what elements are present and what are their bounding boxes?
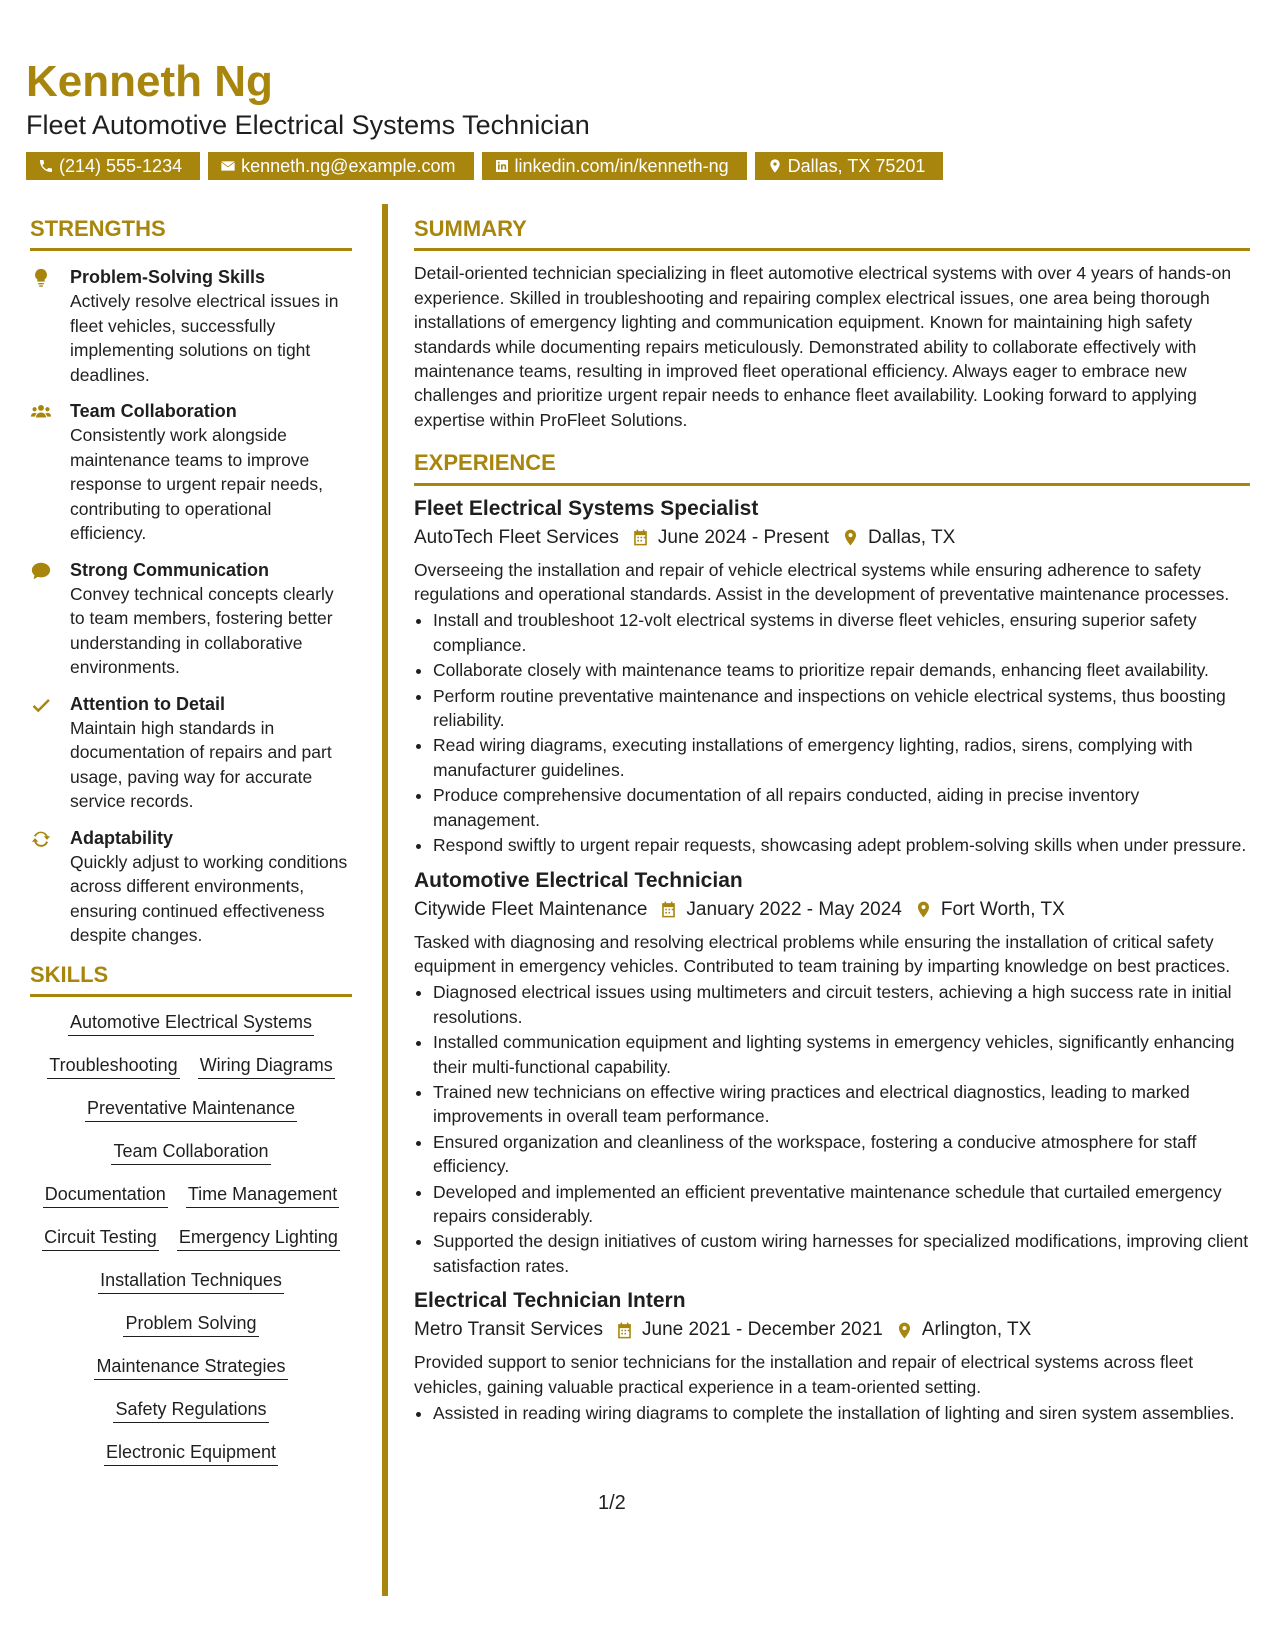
job-bullet: • Assisted in reading wiring diagrams to complete the installation of lighting and siren system assemblies. [433, 1401, 1250, 1425]
strength-desc: Maintain high standards in documentation of repairs and part usage, paving way for accurate service records. [70, 717, 332, 812]
envelope-icon [220, 158, 236, 174]
calendar-icon [615, 1321, 634, 1340]
job-bullets [414, 980, 1250, 1278]
job-title: Fleet Electrical Systems Specialist [414, 496, 759, 520]
linkedin-icon [494, 158, 510, 174]
lightbulb-icon [30, 267, 52, 289]
job-description: Overseeing the installation and repair of vehicle electrical systems while ensuring adherence to safety regulations and operational standards. Assist in the development of preventative maintenance processes. [414, 559, 1230, 605]
skill-tag: Electronic Equipment [104, 1439, 278, 1466]
strength-item [30, 692, 352, 814]
summary-text: Detail-oriented technician specializing in fleet automotive electrical systems with over 4 years of hands-on experience. Skilled in troubleshooting and repairing complex electrical issues, one area being thorough installations of emergency lighting and communication equipment. Known for maintaining high safety standards while documenting repairs meticulously. Demonstrated ability to collaborate effectively with maintenance teams, resulting in improved fleet operational efficiency. Always eager to embrace new challenges and prioritize urgent repair needs to enhance fleet availability. Looking forward to applying expertise within ProFleet Solutions. [414, 263, 1232, 430]
skill-tag: Automotive Electrical Systems [68, 1009, 314, 1036]
strength-desc: Quickly adjust to working conditions across different environments, ensuring continued effectiveness despite changes. [70, 851, 348, 946]
job-location: Fort Worth, TX [940, 898, 1065, 920]
strength-item [30, 558, 352, 680]
skill-tag: Maintenance Strategies [94, 1353, 287, 1380]
strength-desc: Consistently work alongside maintenance teams to improve response to urgent repair needs, contributing to operational efficiency. [70, 425, 323, 544]
location-pin-icon [895, 1321, 914, 1340]
skills-list [30, 1009, 352, 1482]
skill-tag: Problem Solving [123, 1310, 258, 1337]
job-dates: June 2024 - Present [657, 526, 829, 548]
job-company: Metro Transit Services [414, 1319, 603, 1341]
skill-tag: Team Collaboration [111, 1138, 270, 1165]
strength-title: Adaptability [70, 827, 174, 848]
skill-tag: Troubleshooting [47, 1052, 179, 1079]
users-icon [30, 401, 52, 423]
job-description: Tasked with diagnosing and resolving electrical problems while ensuring the installation of critical safety equipment in emergency vehicles. Contributed to team training by imparting knowledge on best practices. [414, 931, 1231, 976]
job-dates: June 2021 - December 2021 [642, 1319, 883, 1341]
candidate-name: Kenneth Ng [26, 57, 273, 106]
contact-email[interactable] [208, 152, 473, 180]
skill-tag: Wiring Diagrams [198, 1052, 335, 1079]
job-bullet: • Produce comprehensive documentation of all repairs conducted, aiding in precise inventory management. [433, 783, 1250, 832]
job-bullet: • Read wiring diagrams, executing installations of emergency lighting, radios, sirens, complying with manufacturer guidelines. [433, 733, 1250, 782]
job-entry [414, 1288, 1250, 1425]
job-bullets [414, 1401, 1250, 1425]
skill-tag: Installation Techniques [98, 1267, 284, 1294]
job-entry [414, 496, 1250, 858]
job-dates: January 2022 - May 2024 [686, 898, 902, 920]
job-bullet: • Ensured organization and cleanliness of the workspace, fostering a conducive atmosphere for staff efficiency. [433, 1130, 1250, 1179]
job-bullet: • Respond swiftly to urgent repair requests, showcasing adept problem-solving skills when under pressure. [433, 833, 1250, 857]
skill-tag: Emergency Lighting [177, 1224, 340, 1251]
job-meta [414, 524, 1250, 552]
strength-desc: Convey technical concepts clearly to team members, fostering better understanding in collaborative environments. [70, 583, 334, 678]
skill-tag: Safety Regulations [113, 1396, 268, 1423]
contact-linkedin[interactable] [482, 152, 747, 180]
job-bullet: • Collaborate closely with maintenance teams to prioritize repair demands, enhancing fleet availability. [433, 658, 1250, 682]
strength-title: Strong Communication [70, 559, 269, 580]
strength-title: Team Collaboration [70, 401, 237, 422]
job-bullet: • Supported the design initiatives of custom wiring harnesses for specialized modifications, improving client satisfaction rates. [433, 1229, 1250, 1278]
job-description: Provided support to senior technicians for the installation and repair of electrical systems across fleet vehicles, gaining valuable practical experience in a team-oriented setting. [414, 1352, 1194, 1397]
skill-tag: Preventative Maintenance [85, 1095, 297, 1122]
experience-heading: EXPERIENCE [414, 450, 1250, 485]
contact-location [755, 152, 944, 180]
job-bullet: • Trained new technicians on effective wiring practices and electrical diagnostics, leading to marked improvements in overall team performance. [433, 1080, 1250, 1129]
checkmark-icon [30, 694, 52, 716]
comment-icon [30, 560, 52, 582]
job-company: AutoTech Fleet Services [414, 526, 619, 548]
job-bullets [414, 608, 1250, 857]
left-column [30, 216, 352, 1482]
job-location: Dallas, TX [868, 526, 956, 548]
strength-item [30, 826, 352, 948]
calendar-icon [659, 900, 678, 919]
contact-linkedin-text: linkedin.com/in/kenneth-ng [514, 155, 729, 176]
contact-bar [26, 152, 943, 180]
contact-phone-text: (214) 555-1234 [59, 155, 183, 176]
strength-item [30, 399, 352, 546]
job-meta [414, 1316, 1250, 1344]
skills-heading: SKILLS [30, 962, 352, 997]
strengths-heading: STRENGTHS [30, 216, 352, 251]
job-entry [414, 868, 1250, 1279]
job-location: Arlington, TX [921, 1319, 1032, 1341]
contact-location-text: Dallas, TX 75201 [787, 155, 926, 176]
refresh-icon [30, 828, 52, 850]
summary-heading: SUMMARY [414, 216, 1250, 251]
strengths-list [30, 265, 352, 948]
job-title: Electrical Technician Intern [414, 1289, 686, 1313]
contact-phone[interactable] [26, 152, 200, 180]
job-bullet: • Diagnosed electrical issues using multimeters and circuit testers, achieving a high success rate in initial resolutions. [433, 980, 1250, 1029]
candidate-headline: Fleet Automotive Electrical Systems Technician [26, 110, 590, 140]
calendar-icon [631, 528, 650, 547]
job-bullet: • Installed communication equipment and lighting systems in emergency vehicles, significantly enhancing their multi-functional capability. [433, 1030, 1250, 1079]
job-bullet: • Perform routine preventative maintenance and inspections on vehicle electrical systems, thus boosting reliability. [433, 684, 1250, 733]
strength-desc: Actively resolve electrical issues in fleet vehicles, successfully implementing solutions on tight deadlines. [70, 291, 339, 385]
location-pin-icon [841, 528, 860, 547]
phone-icon [38, 158, 54, 174]
strength-title: Attention to Detail [70, 693, 225, 714]
right-column [414, 216, 1250, 1426]
job-bullet: • Developed and implemented an efficient preventative maintenance schedule that curtailed emergency repairs considerably. [433, 1180, 1250, 1229]
location-pin-icon [767, 158, 783, 174]
page-number: 1/2 [598, 1492, 626, 1514]
skill-tag: Circuit Testing [42, 1224, 159, 1251]
contact-email-text: kenneth.ng@example.com [241, 155, 456, 176]
job-title: Automotive Electrical Technician [414, 868, 743, 892]
strength-item [30, 265, 352, 387]
skill-tag: Documentation [43, 1181, 168, 1208]
job-bullet: • Install and troubleshoot 12-volt electrical systems in diverse fleet vehicles, ensuring superior safety compliance. [433, 608, 1250, 657]
column-divider [382, 204, 388, 1596]
job-meta [414, 896, 1250, 924]
job-company: Citywide Fleet Maintenance [414, 898, 648, 920]
skill-tag: Time Management [186, 1181, 339, 1208]
location-pin-icon [914, 900, 933, 919]
strength-title: Problem-Solving Skills [70, 267, 266, 288]
